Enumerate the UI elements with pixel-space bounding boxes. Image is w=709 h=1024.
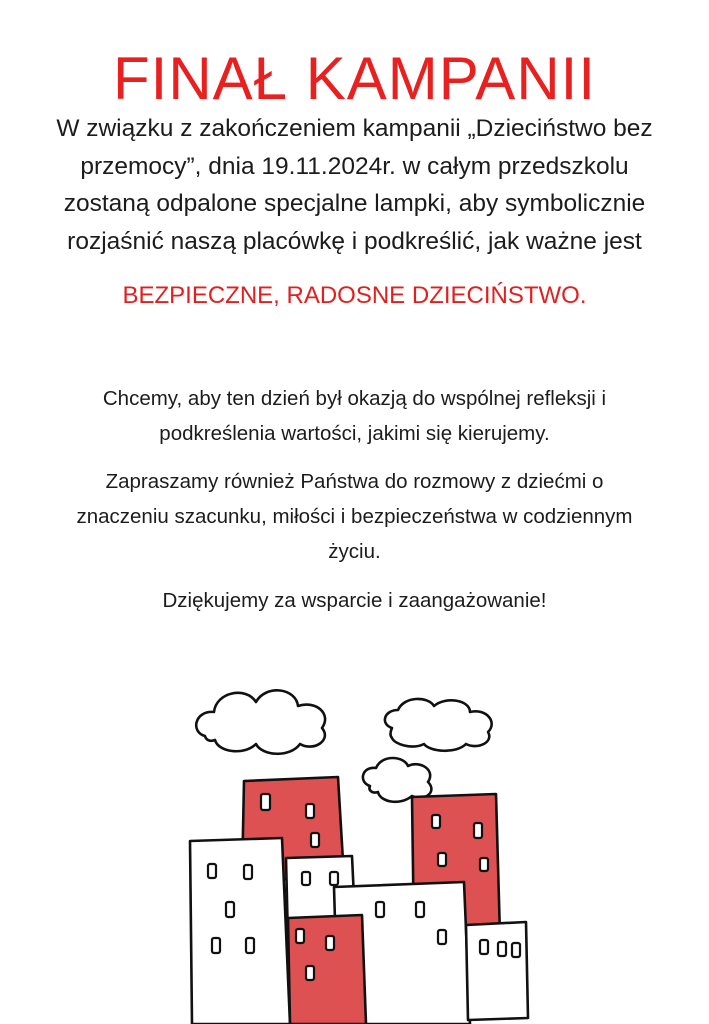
paragraph-line: podkreślenia wartości, jakimi się kierujemy.	[159, 422, 550, 445]
cloud-left	[196, 690, 325, 753]
highlight-slogan: BEZPIECZNE, RADOSNE DZIECIŃSTWO.	[122, 282, 587, 309]
intro-line: W związku z zakończeniem kampanii „Dzieciństwo bez	[56, 115, 653, 142]
paragraph-line: Zapraszamy również Państwa do rozmowy z dziećmi o	[105, 470, 604, 493]
cloud-right	[385, 699, 492, 751]
paragraph-line: życiu.	[328, 540, 381, 563]
paragraph-line: Chcemy, aby ten dzień był okazją do wspólnej refleksji i	[102, 387, 607, 410]
paragraph-line: znaczeniu szacunku, miłości i bezpieczeństwa w codziennym	[76, 505, 633, 528]
intro-line: zostaną odpalone specjalne lampki, aby symbolicznie	[63, 190, 646, 217]
thanks-line	[10, 583, 699, 618]
buildings-illustration	[0, 640, 709, 1024]
page-title: FINAŁ KAMPANII	[113, 45, 596, 113]
building-white-left	[190, 838, 290, 1024]
intro-line: rozjaśnić naszą placówkę i podkreślić, jak ważne jest	[67, 227, 642, 255]
cloud-small	[363, 758, 432, 802]
paragraph-reflection	[10, 381, 699, 451]
thanks-text: Dziękujemy za wsparcie i zaangażowanie!	[162, 589, 547, 612]
intro-line: przemocy”, dnia 19.11.2024r. w całym przedszkolu	[80, 152, 629, 180]
paragraph-invitation	[10, 464, 699, 569]
building-white-right	[466, 922, 528, 1020]
intro-paragraph	[10, 110, 699, 260]
